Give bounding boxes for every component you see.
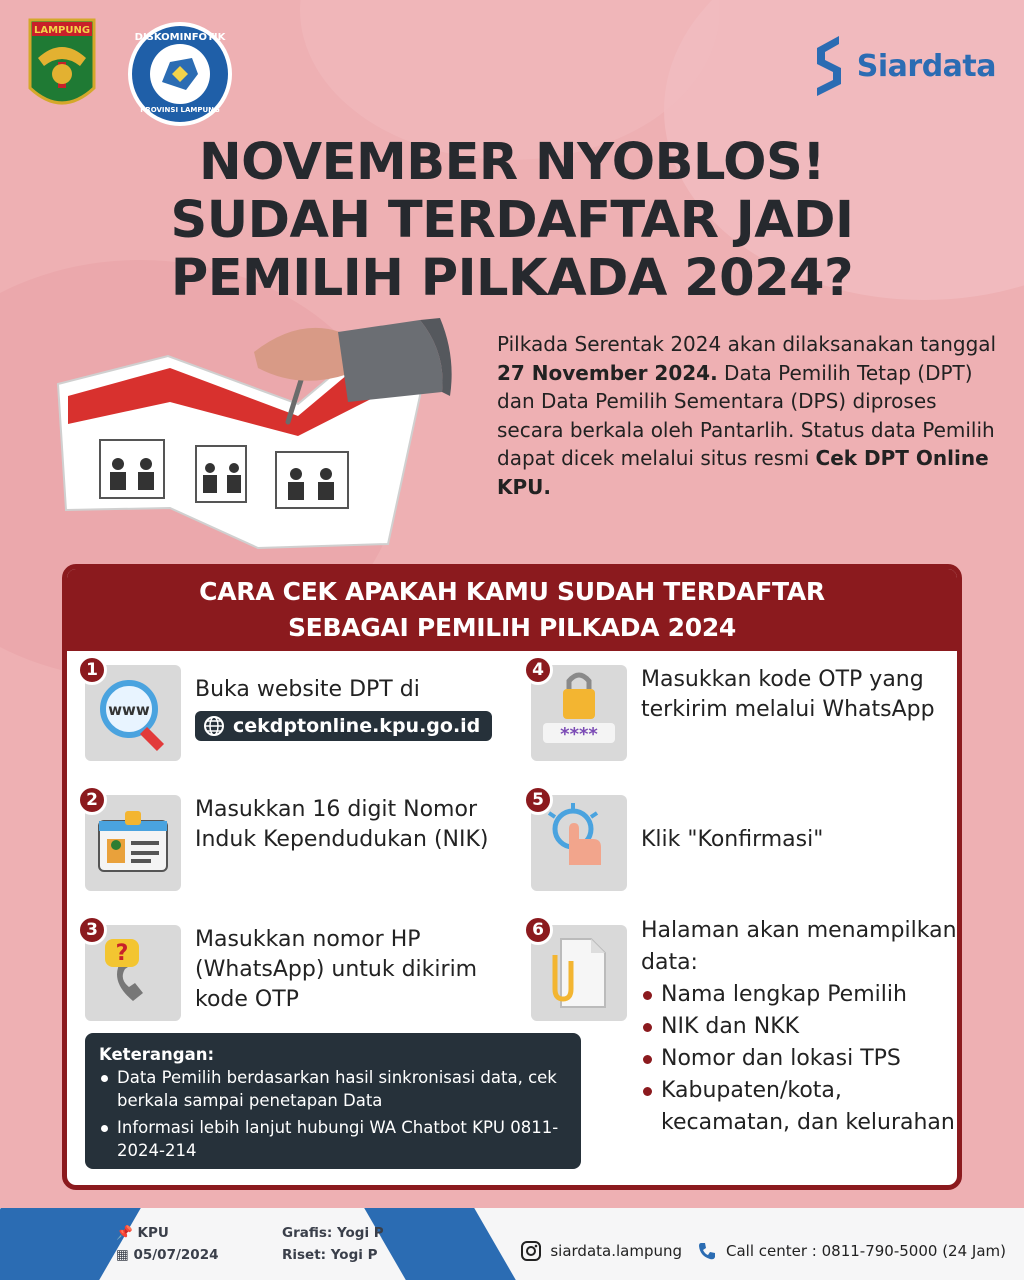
- lampung-logo-text: LAMPUNG: [33, 25, 91, 36]
- intro-text: Data Pemilih Tetap (DPT) dan Data Pemilih Sementara (DPS) diproses secara berkala oleh Pantarlih. Status data Pemilih dapat dicek melalui situs resmi: [497, 360, 995, 470]
- step-6: [531, 918, 957, 1185]
- step-text-container: [641, 915, 959, 1139]
- card-title: CARA CEK APAKAH KAMU SUDAH TERDAFTAR: [199, 577, 825, 606]
- diskominfotik-logo-subtext: PROVINSI LAMPUNG: [140, 106, 220, 114]
- footer-contacts: [520, 1240, 1006, 1262]
- dpt-website-url: cekdptonline.kpu.go.id: [233, 715, 481, 737]
- official-site-name: Cek DPT Online KPU.: [497, 446, 989, 499]
- diskominfotik-logo-text: DISKOMINFOTIK: [134, 32, 226, 43]
- title-line: PEMILIH PILKADA 2024?: [170, 249, 854, 308]
- svg-text:****: ****: [560, 724, 598, 745]
- title-line: SUDAH TERDAFTAR JADI: [170, 191, 854, 250]
- instagram-handle[interactable]: [520, 1240, 682, 1262]
- step-text-container: [195, 675, 492, 746]
- siardata-wordmark: Siardata: [856, 48, 996, 84]
- step-text: Masukkan 16 digit Nomor Induk Kependudukan (NIK): [195, 797, 489, 852]
- list-item: Nama lengkap Pemilih: [641, 979, 959, 1011]
- list-item: Kabupaten/kota, kecamatan, dan kelurahan: [641, 1075, 959, 1139]
- note-box: [85, 1033, 581, 1169]
- dpt-website-link[interactable]: [195, 711, 492, 741]
- svg-text:www: www: [108, 701, 150, 719]
- phone-icon: [696, 1240, 718, 1262]
- siardata-brand: [811, 34, 996, 98]
- step-2: [85, 790, 525, 895]
- publish-date: 05/07/2024: [133, 1247, 219, 1263]
- step-number: 2: [77, 785, 107, 815]
- footer-credits: [282, 1222, 384, 1266]
- step-5: [531, 790, 951, 895]
- credit-riset: Riset: Yogi P: [282, 1247, 378, 1263]
- pin-icon: 📌: [116, 1225, 133, 1241]
- footer-accent: [364, 1208, 516, 1280]
- footer: [0, 1208, 1024, 1280]
- note-list: [99, 1066, 567, 1162]
- note-item: Data Pemilih berdasarkan hasil sinkronisasi data, cek berkala sampai penetapan Data: [99, 1066, 567, 1112]
- note-item: Informasi lebih lanjut hubungi WA Chatbot KPU 0811-2024-214: [99, 1116, 567, 1162]
- call-center-text: Call center : 0811-790-5000 (24 Jam): [726, 1242, 1006, 1260]
- siardata-logo-icon: [811, 34, 849, 98]
- card-title: SEBAGAI PEMILIH PILKADA 2024: [287, 613, 737, 642]
- step-text: Halaman akan menampilkan data:: [641, 918, 957, 975]
- instagram-icon: [520, 1240, 542, 1262]
- svg-text:?: ?: [115, 941, 129, 966]
- step-text: Masukkan kode OTP yang terkirim melalui WhatsApp: [641, 667, 935, 722]
- result-data-list: [641, 979, 959, 1139]
- list-item: NIK dan NKK: [641, 1011, 959, 1043]
- step-number: 3: [77, 915, 107, 945]
- calendar-icon: ▦: [116, 1247, 129, 1263]
- list-item: Nomor dan lokasi TPS: [641, 1043, 959, 1075]
- step-text: Klik "Konfirmasi": [641, 827, 824, 852]
- source-label: KPU: [137, 1225, 169, 1241]
- step-3: [85, 920, 525, 1025]
- diskominfotik-logo: [128, 22, 232, 126]
- step-number: 4: [523, 655, 553, 685]
- step-number: 5: [523, 785, 553, 815]
- globe-icon: [203, 715, 225, 737]
- intro-text: Pilkada Serentak 2024 akan dilaksanakan tanggal: [497, 332, 997, 356]
- credit-grafis: Grafis: Yogi P: [282, 1225, 384, 1241]
- ballot-illustration: [48, 312, 488, 562]
- step-1: [85, 660, 525, 765]
- step-number: 1: [77, 655, 107, 685]
- page-title: [0, 134, 1024, 308]
- card-header: [67, 569, 957, 651]
- note-title: Keterangan:: [99, 1045, 215, 1064]
- instagram-text: siardata.lampung: [550, 1242, 683, 1260]
- call-center[interactable]: [696, 1240, 1006, 1262]
- step-text: Buka website DPT di: [195, 677, 420, 702]
- step-4: [531, 660, 951, 765]
- steps-card: [62, 564, 962, 1190]
- election-date: 27 November 2024.: [497, 360, 718, 385]
- intro-paragraph: [497, 330, 997, 501]
- title-line: NOVEMBER NYOBLOS!: [198, 133, 825, 192]
- step-number: 6: [523, 915, 553, 945]
- lampung-logo: [28, 18, 96, 118]
- footer-source-block: [116, 1222, 218, 1266]
- step-text: Masukkan nomor HP (WhatsApp) untuk dikirim kode OTP: [195, 927, 478, 1012]
- map-icon: [150, 44, 210, 104]
